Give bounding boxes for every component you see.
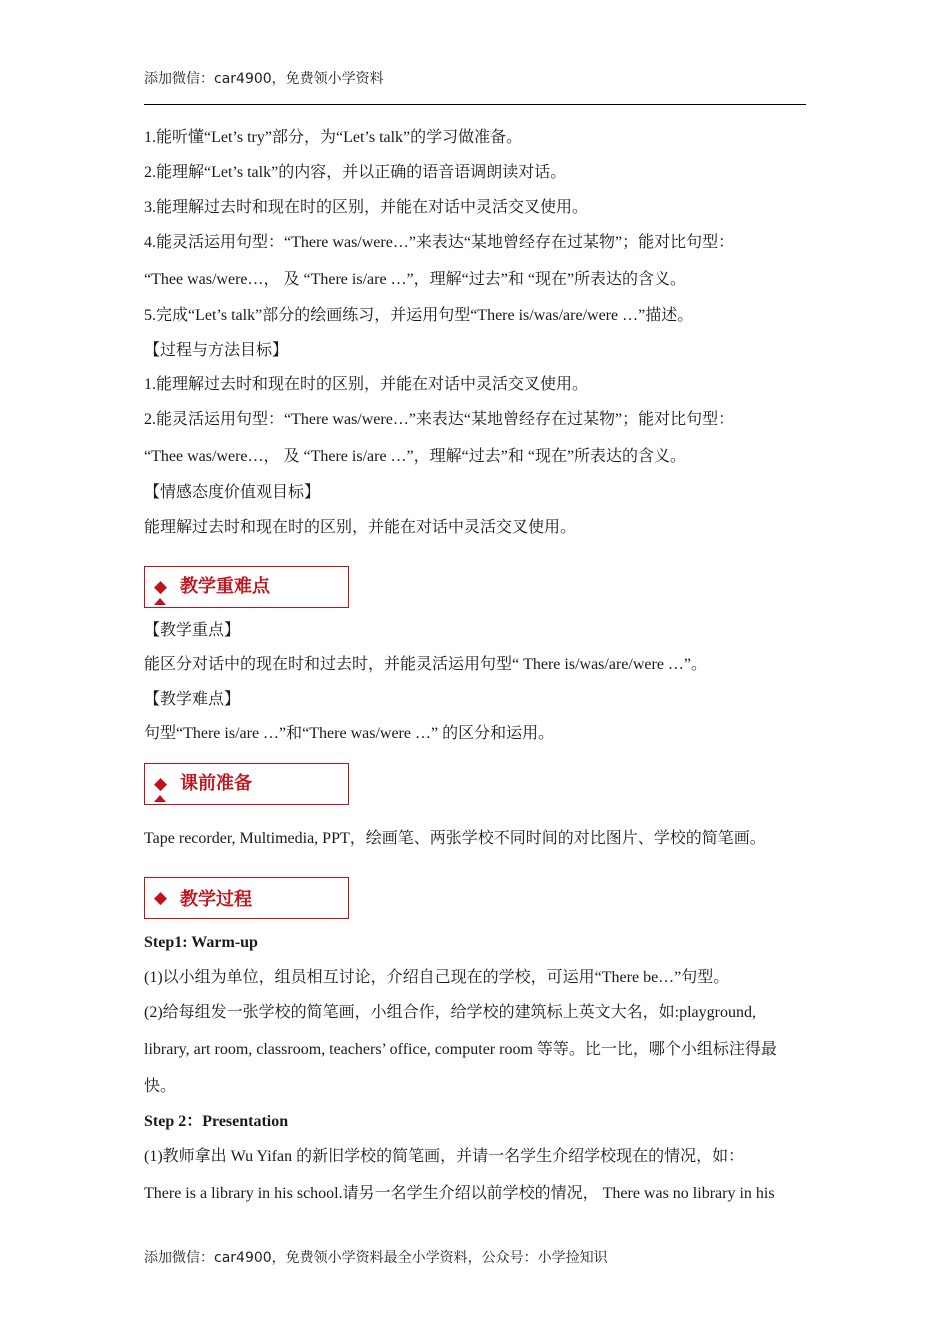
process-goal-2b: “Thee was/were…， 及 “There is/are …”，理解“过去”和 “现在”所表达的含义。	[144, 448, 687, 465]
section-title: 课前准备	[180, 773, 252, 794]
key-point-heading: 【教学重点】	[144, 622, 241, 639]
process-goal-1: 1.能理解过去时和现在时的区别，并能在对话中灵活交叉使用。	[144, 376, 589, 393]
step1-item-2b: library, art room, classroom, teachers’ office, computer room 等等。比一比，哪个小组标注得最	[144, 1041, 777, 1058]
difficult-point-heading: 【教学难点】	[144, 691, 241, 708]
step1-item-1: (1)以小组为单位，组员相互讨论，介绍自己现在的学校，可运用“There be…”句型。	[144, 969, 730, 986]
step2-item-1a: (1)教师拿出 Wu Yifan 的新旧学校的简笔画，并请一名学生介绍学校现在的情况，如：	[144, 1148, 745, 1165]
diamond-bullet-icon: ◆	[154, 888, 168, 908]
section-heading-preparation	[144, 763, 349, 805]
section-title: 教学过程	[180, 889, 252, 910]
step1-item-2a: (2)给每组发一张学校的简笔画，小组合作，给学校的建筑标上英文大名，如:playground,	[144, 1004, 756, 1021]
header-divider	[144, 104, 806, 105]
process-goals-heading: 【过程与方法目标】	[144, 342, 289, 359]
objective-line-1: 1.能听懂“Let’s try”部分，为“Let’s talk”的学习做准备。	[144, 129, 523, 146]
preparation-text: Tape recorder, Multimedia, PPT，绘画笔、两张学校不同时间的对比图片、学校的简笔画。	[144, 830, 766, 847]
section-heading-process	[144, 877, 349, 919]
objective-line-2: 2.能理解“Let’s talk”的内容，并以正确的语音语调朗读对话。	[144, 164, 567, 181]
step2-heading: Step 2：Presentation	[144, 1113, 289, 1130]
objective-line-3: 3.能理解过去时和现在时的区别，并能在对话中灵活交叉使用。	[144, 199, 589, 216]
step1-heading: Step1: Warm-up	[144, 934, 258, 951]
diamond-bullet-icon: ◆	[154, 577, 168, 597]
process-goal-2a: 2.能灵活运用句型：“There was/were…”来表达“某地曾经存在过某物”；能对比句型：	[144, 411, 735, 428]
emotion-goal-1: 能理解过去时和现在时的区别，并能在对话中灵活交叉使用。	[144, 519, 577, 536]
section-heading-key-points	[144, 566, 349, 608]
objective-line-4b: “Thee was/were…， 及 “There is/are …”，理解“过去”和 “现在”所表达的含义。	[144, 271, 687, 288]
diamond-bullet-icon: ◆	[154, 774, 168, 794]
objective-line-5: 5.完成“Let’s talk”部分的绘画练习，并运用句型“There is/was/are/were …”描述。	[144, 307, 694, 324]
difficult-point-text: 句型“There is/are …”和“There was/were …” 的区分和运用。	[144, 725, 555, 742]
step2-item-1b: There is a library in his school.请另一名学生介绍以前学校的情况， There was no library in his	[144, 1185, 775, 1202]
triangle-marker-icon	[154, 795, 166, 802]
section-title: 教学重难点	[180, 576, 270, 597]
key-point-text: 能区分对话中的现在时和过去时，并能灵活运用句型“ There is/was/are/were …”。	[144, 656, 708, 673]
page-header-text: 添加微信：car4900，免费领小学资料	[144, 71, 384, 87]
objective-line-4a: 4.能灵活运用句型：“There was/were…”来表达“某地曾经存在过某物”；能对比句型：	[144, 234, 735, 251]
triangle-marker-icon	[154, 598, 166, 605]
emotion-goals-heading: 【情感态度价值观目标】	[144, 484, 321, 501]
step1-item-2c: 快。	[144, 1078, 177, 1095]
page-footer-text: 添加微信：car4900，免费领小学资料最全小学资料，公众号：小学捡知识	[144, 1250, 608, 1266]
